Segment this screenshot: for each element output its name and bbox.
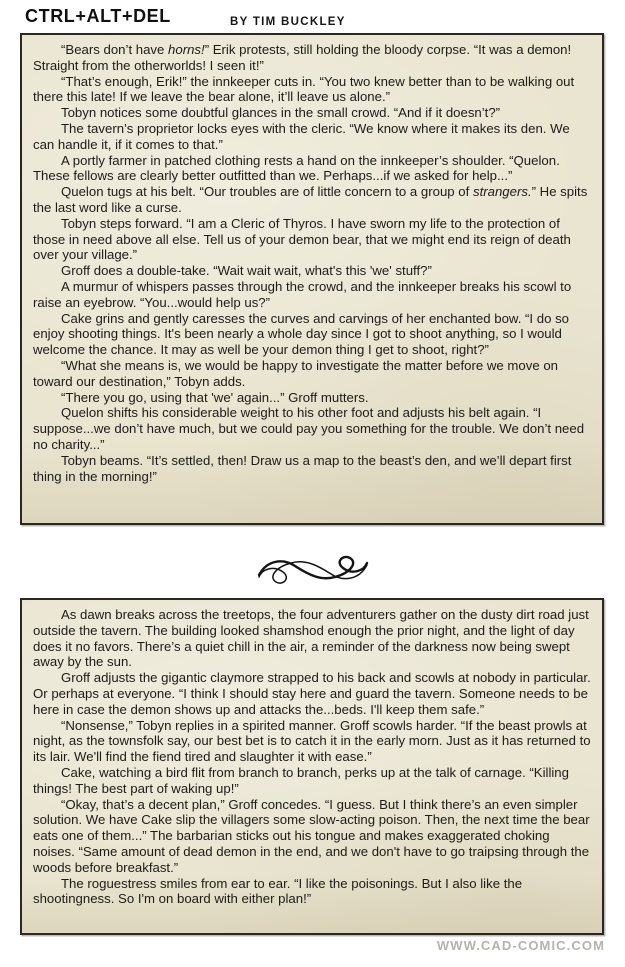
story-paragraph: Groff adjusts the gigantic claymore strapped to his back and scowls at nobody in particular. Or perhaps at everyone. “I think I should stay here and guard the tavern. Someone needs to be here in case the demon shows up and attacks the...beds. I'll keep them safe.” xyxy=(33,670,591,717)
section-divider xyxy=(0,547,625,593)
story-panel-1 xyxy=(20,33,604,525)
story-paragraph: Quelon tugs at his belt. “Our troubles are of little concern to a group of strangers.” He spits the last word like a curse. xyxy=(33,184,588,215)
story-panel-2 xyxy=(20,598,604,935)
story-paragraph: “That’s enough, Erik!” the innkeeper cuts in. “You two knew better than to be walking out there this late! If we leave the bear alone, it’ll leave us alone.” xyxy=(33,73,575,105)
story-paragraph: “There you go, using that 'we' again...” Groff mutters. xyxy=(61,389,369,405)
comic-title: CTRL+ALT+DEL xyxy=(25,6,171,26)
story-paragraph: “Bears don’t have horns!” Erik protests, still holding the bloody corpse. “It was a demon! Straight from the otherworlds! I seen it!” xyxy=(33,42,572,73)
story-paragraph: A murmur of whispers passes through the crowd, and the innkeeper breaks his scowl to raise an eyebrow. “You...would help us?” xyxy=(33,278,572,310)
comic-header xyxy=(25,6,605,30)
story-paragraph: “Okay, that’s a decent plan,” Groff concedes. “I guess. But I think there’s an even simpler solution. We have Cake slip the villagers some slow-acting poison. Then, the next time the bear eats one of them...” The barbarian sticks out his tongue and makes exaggerated choking noises. “Same amount of dead demon in the end, and we don't have to go traipsing through the woods before breakfast.” xyxy=(33,796,590,875)
story-paragraph: Cake grins and gently caresses the curves and carvings of her enchanted bow. “I do so enjoy shooting things. It's been nearly a whole day since I got to shoot anything, so I would welcome the chance. It may as well be your demon thing I get to shoot, right?” xyxy=(33,310,570,358)
story-paragraph: Groff does a double-take. “Wait wait wait, what's this 'we' stuff?” xyxy=(61,263,432,279)
story-paragraph: Tobyn steps forward. “I am a Cleric of Thyros. I have sworn my life to the protection of those in need above all else. Tell us of your demon bear, that we might end its reign of death over your village.” xyxy=(33,215,571,263)
story-paragraph: Tobyn beams. “It’s settled, then! Draw us a map to the beast’s den, and we’ll depart first thing in the morning!” xyxy=(33,452,572,484)
story-paragraph: Tobyn notices some doubtful glances in the small crowd. “And if it doesn’t?” xyxy=(61,105,501,121)
site-url: WWW.CAD-COMIC.COM xyxy=(436,938,605,953)
calligraphic-flourish-icon xyxy=(255,550,371,590)
comic-byline: BY TIM BUCKLEY xyxy=(230,16,346,28)
story-paragraph: “What she means is, we would be happy to investigate the matter before we move on toward our destination,” Tobyn adds. xyxy=(33,357,558,389)
story-paragraph: “Nonsense,” Tobyn replies in a spirited manner. Groff scowls harder. “If the beast prowls at night, as the townsfolk say, our best bet is to catch it in the early morn. Just as it has returned to its lair. We'll find the fiend tired and slaughter it with ease.” xyxy=(33,717,591,765)
story-paragraph: Quelon shifts his considerable weight to his other foot and adjusts his belt again. “I suppose...we don’t have much, but we could pay you something for the trouble. We don’t need no charity...” xyxy=(33,405,585,452)
story-paragraph: A portly farmer in patched clothing rests a hand on the innkeeper’s shoulder. “Quelon. These fellows are clearly better outfitted than we. Perhaps...if we asked for help...” xyxy=(33,152,560,184)
story-paragraph: Cake, watching a bird flit from branch to branch, perks up at the talk of carnage. “Killing things! The best part of waking up!” xyxy=(33,764,569,796)
story-paragraph: The roguestress smiles from ear to ear. “I like the poisonings. But I also like the shootingness. So I'm on board with either plan!” xyxy=(33,875,523,907)
story-paragraph: As dawn breaks across the treetops, the four adventurers gather on the dusty dirt road just outside the tavern. The building looked shamshod enough the prior night, and the light of day does it no favors. There’s a quiet chill in the air, a reminder of the darkness now being swept away by the sun. xyxy=(33,607,589,670)
story-paragraph: The tavern’s proprietor locks eyes with the cleric. “We know where it makes its den. We can handle it, if it comes to that.” xyxy=(33,120,570,152)
